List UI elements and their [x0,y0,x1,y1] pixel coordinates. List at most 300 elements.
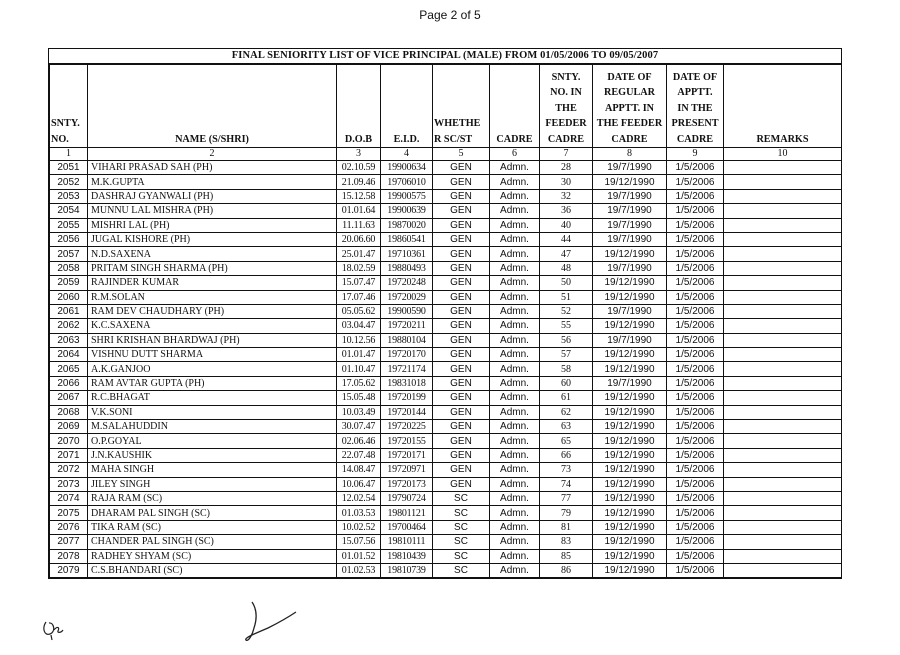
remarks-cell [724,391,842,405]
name-cell: RAM DEV CHAUDHARY (PH) [88,304,337,318]
feeder-seniority-cell: 32 [540,189,593,203]
eid-cell: 19720971 [381,463,433,477]
regular-appointment-date-cell: 19/12/1990 [593,491,667,505]
header-row [50,65,842,148]
category-cell: GEN [433,218,490,232]
dob-cell: 25.01.47 [337,247,381,261]
feeder-seniority-cell: 55 [540,319,593,333]
name-cell: RAM AVTAR GUPTA (PH) [88,376,337,390]
eid-cell: 19720211 [381,319,433,333]
feeder-seniority-cell: 63 [540,420,593,434]
cadre-cell: Admn. [490,376,540,390]
table-row [50,189,842,203]
category-cell: GEN [433,434,490,448]
present-appointment-date-cell: 1/5/2006 [667,463,724,477]
dob-cell: 01.01.47 [337,348,381,362]
cadre-cell: Admn. [490,204,540,218]
serial-number-cell: 2052 [50,175,88,189]
present-appointment-date-cell: 1/5/2006 [667,549,724,563]
table-row [50,448,842,462]
column-number: 8 [593,148,667,161]
feeder-seniority-cell: 52 [540,304,593,318]
present-appointment-date-cell: 1/5/2006 [667,290,724,304]
category-cell: GEN [433,391,490,405]
regular-appointment-date-cell: 19/7/1990 [593,333,667,347]
cadre-cell: Admn. [490,247,540,261]
serial-number-cell: 2066 [50,376,88,390]
eid-cell: 19900634 [381,161,433,175]
category-cell: GEN [433,405,490,419]
feeder-seniority-cell: 50 [540,276,593,290]
header-cadre: CADRE [490,65,540,148]
eid-cell: 19860541 [381,232,433,246]
eid-cell: 19720171 [381,448,433,462]
eid-cell: 19900639 [381,204,433,218]
header-regular-apptt [593,65,667,148]
category-cell: SC [433,563,490,577]
name-cell: VISHNU DUTT SHARMA [88,348,337,362]
cadre-cell: Admn. [490,549,540,563]
category-cell: SC [433,491,490,505]
remarks-cell [724,434,842,448]
feeder-seniority-cell: 57 [540,348,593,362]
column-number: 6 [490,148,540,161]
regular-appointment-date-cell: 19/12/1990 [593,434,667,448]
category-cell: SC [433,535,490,549]
table-row [50,405,842,419]
remarks-cell [724,189,842,203]
name-cell: N.D.SAXENA [88,247,337,261]
name-cell: RADHEY SHYAM (SC) [88,549,337,563]
table-body [50,161,842,578]
category-cell: GEN [433,232,490,246]
dob-cell: 15.12.58 [337,189,381,203]
table-row [50,391,842,405]
category-cell: GEN [433,204,490,218]
eid-cell: 19720155 [381,434,433,448]
serial-number-cell: 2075 [50,506,88,520]
table-row [50,477,842,491]
remarks-cell [724,491,842,505]
header-snty [50,65,88,148]
category-cell: GEN [433,276,490,290]
serial-number-cell: 2078 [50,549,88,563]
remarks-cell [724,232,842,246]
regular-appointment-date-cell: 19/12/1990 [593,391,667,405]
table-row [50,520,842,534]
regular-appointment-date-cell: 19/7/1990 [593,189,667,203]
present-appointment-date-cell: 1/5/2006 [667,448,724,462]
dob-cell: 30.07.47 [337,420,381,434]
column-number: 4 [381,148,433,161]
present-appointment-date-cell: 1/5/2006 [667,434,724,448]
name-cell: PRITAM SINGH SHARMA (PH) [88,261,337,275]
feeder-seniority-cell: 79 [540,506,593,520]
header-present-apptt [667,65,724,148]
regular-appointment-date-cell: 19/7/1990 [593,232,667,246]
dob-cell: 02.10.59 [337,161,381,175]
dob-cell: 15.05.48 [337,391,381,405]
present-appointment-date-cell: 1/5/2006 [667,247,724,261]
table-row [50,549,842,563]
eid-cell: 19880493 [381,261,433,275]
cadre-cell: Admn. [490,506,540,520]
name-cell: RAJINDER KUMAR [88,276,337,290]
dob-cell: 22.07.48 [337,448,381,462]
header-eid: E.I.D. [381,65,433,148]
regular-appointment-date-cell: 19/12/1990 [593,520,667,534]
present-appointment-date-cell: 1/5/2006 [667,491,724,505]
regular-appointment-date-cell: 19/7/1990 [593,376,667,390]
cadre-cell: Admn. [490,304,540,318]
table-row [50,535,842,549]
cadre-cell: Admn. [490,477,540,491]
header-feeder-snty [540,65,593,148]
name-cell: O.P.GOYAL [88,434,337,448]
header-name: NAME (S/SHRI) [88,65,337,148]
eid-cell: 19810739 [381,563,433,577]
present-appointment-date-cell: 1/5/2006 [667,477,724,491]
table-row [50,319,842,333]
table-row [50,348,842,362]
column-number: 5 [433,148,490,161]
name-cell: TIKA RAM (SC) [88,520,337,534]
table-row [50,506,842,520]
category-cell: GEN [433,362,490,376]
eid-cell: 19720173 [381,477,433,491]
dob-cell: 14.08.47 [337,463,381,477]
serial-number-cell: 2077 [50,535,88,549]
regular-appointment-date-cell: 19/7/1990 [593,161,667,175]
name-cell: R.C.BHAGAT [88,391,337,405]
present-appointment-date-cell: 1/5/2006 [667,420,724,434]
cadre-cell: Admn. [490,333,540,347]
feeder-seniority-cell: 65 [540,434,593,448]
name-cell: A.K.GANJOO [88,362,337,376]
regular-appointment-date-cell: 19/7/1990 [593,218,667,232]
regular-appointment-date-cell: 19/12/1990 [593,362,667,376]
regular-appointment-date-cell: 19/12/1990 [593,506,667,520]
dob-cell: 02.06.46 [337,434,381,448]
name-cell: DASHRAJ GYANWALI (PH) [88,189,337,203]
dob-cell: 21.09.46 [337,175,381,189]
serial-number-cell: 2061 [50,304,88,318]
serial-number-cell: 2071 [50,448,88,462]
remarks-cell [724,218,842,232]
table-row [50,232,842,246]
name-cell: MUNNU LAL MISHRA (PH) [88,204,337,218]
table-row [50,161,842,175]
remarks-cell [724,161,842,175]
column-number: 2 [88,148,337,161]
category-cell: GEN [433,333,490,347]
feeder-seniority-cell: 66 [540,448,593,462]
feeder-seniority-cell: 56 [540,333,593,347]
remarks-cell [724,420,842,434]
category-cell: GEN [433,247,490,261]
serial-number-cell: 2067 [50,391,88,405]
eid-cell: 19706010 [381,175,433,189]
dob-cell: 18.02.59 [337,261,381,275]
regular-appointment-date-cell: 19/12/1990 [593,448,667,462]
dob-cell: 10.02.52 [337,520,381,534]
name-cell: MAHA SINGH [88,463,337,477]
present-appointment-date-cell: 1/5/2006 [667,563,724,577]
dob-cell: 01.10.47 [337,362,381,376]
feeder-seniority-cell: 47 [540,247,593,261]
serial-number-cell: 2064 [50,348,88,362]
table-row [50,204,842,218]
column-number: 1 [50,148,88,161]
remarks-cell [724,520,842,534]
remarks-cell [724,563,842,577]
header-regular-apptt-text: DATE OF REGULAR APPTT. IN THE FEEDER CADRE [596,71,663,145]
regular-appointment-date-cell: 19/12/1990 [593,276,667,290]
serial-number-cell: 2065 [50,362,88,376]
category-cell: GEN [433,319,490,333]
seniority-list-sheet [48,48,842,579]
serial-number-cell: 2056 [50,232,88,246]
name-cell: V.K.SONI [88,405,337,419]
present-appointment-date-cell: 1/5/2006 [667,362,724,376]
regular-appointment-date-cell: 19/12/1990 [593,420,667,434]
name-cell: M.K.GUPTA [88,175,337,189]
regular-appointment-date-cell: 19/7/1990 [593,261,667,275]
regular-appointment-date-cell: 19/12/1990 [593,175,667,189]
regular-appointment-date-cell: 19/12/1990 [593,319,667,333]
present-appointment-date-cell: 1/5/2006 [667,218,724,232]
cadre-cell: Admn. [490,232,540,246]
eid-cell: 19880104 [381,333,433,347]
regular-appointment-date-cell: 19/12/1990 [593,405,667,419]
eid-cell: 19720225 [381,420,433,434]
dob-cell: 01.03.53 [337,506,381,520]
feeder-seniority-cell: 51 [540,290,593,304]
cadre-cell: Admn. [490,161,540,175]
cadre-cell: Admn. [490,434,540,448]
present-appointment-date-cell: 1/5/2006 [667,304,724,318]
regular-appointment-date-cell: 19/7/1990 [593,204,667,218]
column-number: 10 [724,148,842,161]
dob-cell: 01.01.52 [337,549,381,563]
eid-cell: 19710361 [381,247,433,261]
cadre-cell: Admn. [490,520,540,534]
remarks-cell [724,348,842,362]
eid-cell: 19720144 [381,405,433,419]
present-appointment-date-cell: 1/5/2006 [667,319,724,333]
table-row [50,362,842,376]
dob-cell: 11.11.63 [337,218,381,232]
remarks-cell [724,506,842,520]
table-row [50,563,842,577]
column-number: 7 [540,148,593,161]
remarks-cell [724,261,842,275]
feeder-seniority-cell: 44 [540,232,593,246]
remarks-cell [724,290,842,304]
dob-cell: 17.07.46 [337,290,381,304]
table-row [50,434,842,448]
name-cell: J.N.KAUSHIK [88,448,337,462]
regular-appointment-date-cell: 19/12/1990 [593,535,667,549]
cadre-cell: Admn. [490,420,540,434]
category-cell: GEN [433,189,490,203]
cadre-cell: Admn. [490,563,540,577]
present-appointment-date-cell: 1/5/2006 [667,405,724,419]
table-row [50,420,842,434]
remarks-cell [724,448,842,462]
feeder-seniority-cell: 85 [540,549,593,563]
regular-appointment-date-cell: 19/12/1990 [593,477,667,491]
feeder-seniority-cell: 86 [540,563,593,577]
present-appointment-date-cell: 1/5/2006 [667,333,724,347]
serial-number-cell: 2068 [50,405,88,419]
dob-cell: 15.07.56 [337,535,381,549]
eid-cell: 19900590 [381,304,433,318]
cadre-cell: Admn. [490,405,540,419]
category-cell: GEN [433,376,490,390]
eid-cell: 19801121 [381,506,433,520]
present-appointment-date-cell: 1/5/2006 [667,189,724,203]
remarks-cell [724,333,842,347]
serial-number-cell: 2062 [50,319,88,333]
cadre-cell: Admn. [490,391,540,405]
category-cell: GEN [433,348,490,362]
regular-appointment-date-cell: 19/12/1990 [593,290,667,304]
serial-number-cell: 2069 [50,420,88,434]
dob-cell: 12.02.54 [337,491,381,505]
table-row [50,175,842,189]
cadre-cell: Admn. [490,319,540,333]
feeder-seniority-cell: 77 [540,491,593,505]
present-appointment-date-cell: 1/5/2006 [667,391,724,405]
serial-number-cell: 2076 [50,520,88,534]
dob-cell: 15.07.47 [337,276,381,290]
column-number: 3 [337,148,381,161]
feeder-seniority-cell: 58 [540,362,593,376]
category-cell: SC [433,520,490,534]
feeder-seniority-cell: 74 [540,477,593,491]
name-cell: JILEY SINGH [88,477,337,491]
serial-number-cell: 2072 [50,463,88,477]
serial-number-cell: 2051 [50,161,88,175]
header-dob: D.O.B [337,65,381,148]
table-row [50,247,842,261]
header-category [433,65,490,148]
remarks-cell [724,376,842,390]
category-cell: GEN [433,175,490,189]
category-cell: GEN [433,477,490,491]
feeder-seniority-cell: 62 [540,405,593,419]
header-category-text: WHETHE R SC/ST [434,118,481,145]
present-appointment-date-cell: 1/5/2006 [667,204,724,218]
feeder-seniority-cell: 60 [540,376,593,390]
seniority-table [49,64,842,578]
feeder-seniority-cell: 83 [540,535,593,549]
dob-cell: 01.01.64 [337,204,381,218]
header-feeder-snty-text: SNTY. NO. IN THE FEEDER CADRE [545,71,587,145]
cadre-cell: Admn. [490,218,540,232]
eid-cell: 19720029 [381,290,433,304]
eid-cell: 19721174 [381,362,433,376]
feeder-seniority-cell: 40 [540,218,593,232]
remarks-cell [724,463,842,477]
regular-appointment-date-cell: 19/12/1990 [593,247,667,261]
remarks-cell [724,405,842,419]
remarks-cell [724,204,842,218]
name-cell: VIHARI PRASAD SAH (PH) [88,161,337,175]
name-cell: K.C.SAXENA [88,319,337,333]
name-cell: C.S.BHANDARI (SC) [88,563,337,577]
cadre-cell: Admn. [490,261,540,275]
name-cell: M.SALAHUDDIN [88,420,337,434]
cadre-cell: Admn. [490,362,540,376]
remarks-cell [724,549,842,563]
table-row [50,463,842,477]
name-cell: CHANDER PAL SINGH (SC) [88,535,337,549]
serial-number-cell: 2054 [50,204,88,218]
cadre-cell: Admn. [490,189,540,203]
feeder-seniority-cell: 81 [540,520,593,534]
remarks-cell [724,362,842,376]
table-row [50,304,842,318]
remarks-cell [724,319,842,333]
category-cell: GEN [433,261,490,275]
present-appointment-date-cell: 1/5/2006 [667,175,724,189]
category-cell: SC [433,549,490,563]
cadre-cell: Admn. [490,175,540,189]
present-appointment-date-cell: 1/5/2006 [667,376,724,390]
cadre-cell: Admn. [490,535,540,549]
cadre-cell: Admn. [490,276,540,290]
eid-cell: 19720199 [381,391,433,405]
regular-appointment-date-cell: 19/12/1990 [593,463,667,477]
dob-cell: 10.03.49 [337,405,381,419]
page-number-label: Page 2 of 5 [419,8,481,22]
dob-cell: 10.06.47 [337,477,381,491]
dob-cell: 10.12.56 [337,333,381,347]
cadre-cell: Admn. [490,463,540,477]
cadre-cell: Admn. [490,491,540,505]
regular-appointment-date-cell: 19/12/1990 [593,348,667,362]
present-appointment-date-cell: 1/5/2006 [667,161,724,175]
present-appointment-date-cell: 1/5/2006 [667,535,724,549]
name-cell: R.M.SOLAN [88,290,337,304]
feeder-seniority-cell: 61 [540,391,593,405]
table-row [50,333,842,347]
category-cell: GEN [433,448,490,462]
eid-cell: 19790724 [381,491,433,505]
initials-signature-left [40,612,68,642]
header-remarks: REMARKS [724,65,842,148]
present-appointment-date-cell: 1/5/2006 [667,276,724,290]
name-cell: SHRI KRISHAN BHARDWAJ (PH) [88,333,337,347]
cadre-cell: Admn. [490,348,540,362]
serial-number-cell: 2053 [50,189,88,203]
header-present-apptt-text: DATE OF APPTT. IN THE PRESENT CADRE [671,71,719,145]
serial-number-cell: 2063 [50,333,88,347]
category-cell: GEN [433,290,490,304]
serial-number-cell: 2070 [50,434,88,448]
name-cell: DHARAM PAL SINGH (SC) [88,506,337,520]
table-row [50,376,842,390]
eid-cell: 19810111 [381,535,433,549]
present-appointment-date-cell: 1/5/2006 [667,520,724,534]
eid-cell: 19831018 [381,376,433,390]
serial-number-cell: 2057 [50,247,88,261]
serial-number-cell: 2060 [50,290,88,304]
remarks-cell [724,535,842,549]
serial-number-cell: 2058 [50,261,88,275]
